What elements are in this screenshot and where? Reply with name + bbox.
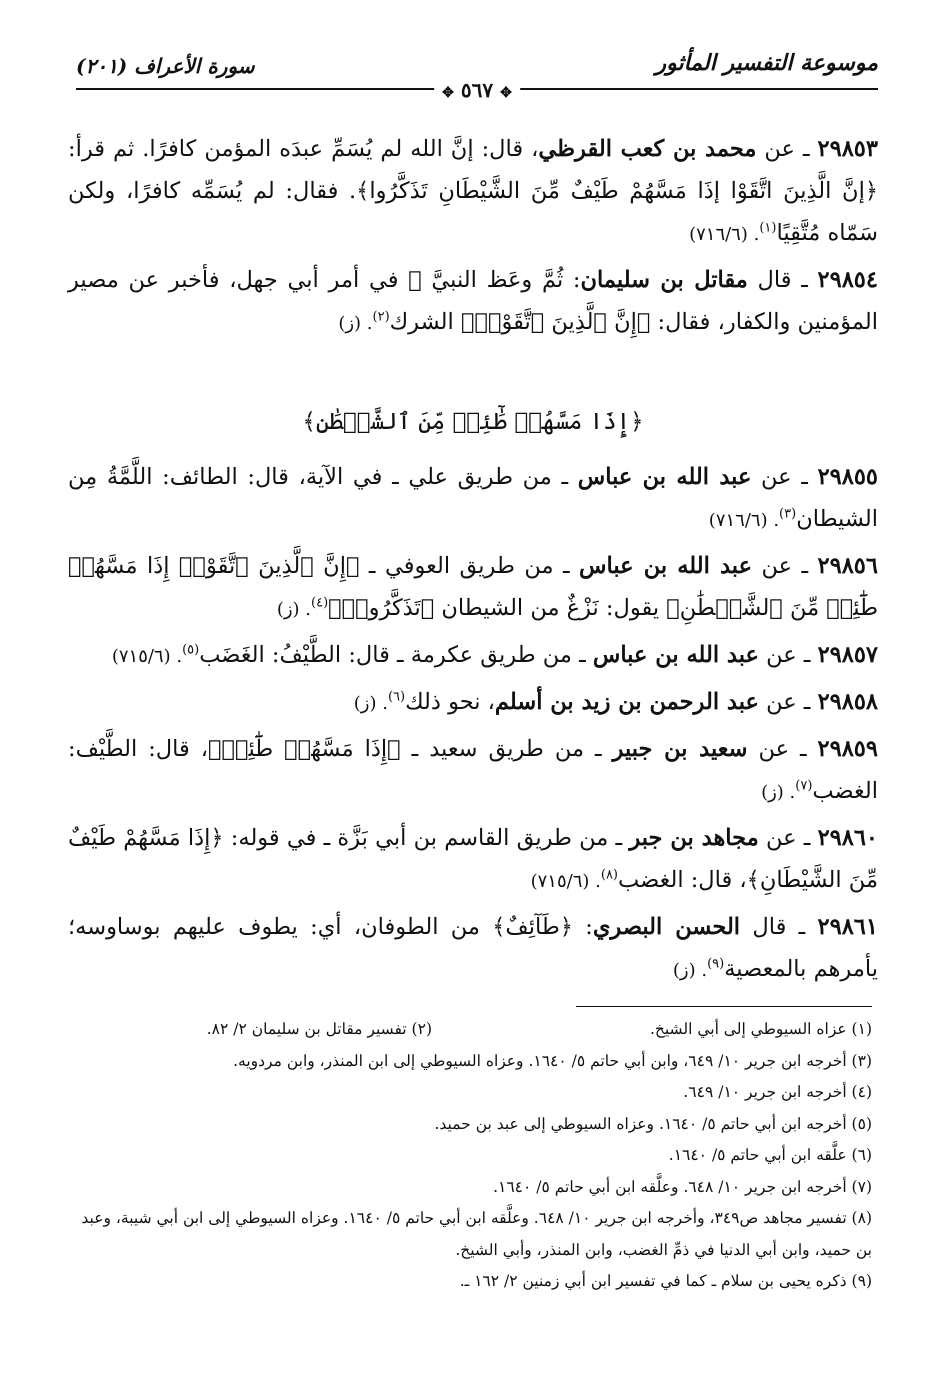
narration-entry (68, 259, 878, 345)
entry-number: ٢٩٨٥٨ (817, 689, 878, 715)
entry-dash: ـ (796, 689, 818, 715)
volume-ref: . (ز) (353, 693, 388, 714)
footnote-marker: (١) (759, 220, 777, 236)
entry-text: : ثُمَّ وعَظ النبيَّ ﷺ في أمر أبي جهل، فأخبر عن مصير المؤمنين والكفار، فقال: (68, 267, 878, 335)
footnote-marker: (٧) (795, 778, 813, 794)
volume-ref: . (٧١٥/٦) (111, 646, 183, 667)
quran-quote: ﴿إِنَّ ٱلَّذِينَ ٱتَّقَوْا۟ إِذَا مَسَّهُمۡ طَٰٓئِفٞ مِّنَ ٱلشَّيۡطَٰنِ﴾ (68, 553, 878, 621)
entry-text: ، نحو ذلك (405, 689, 495, 715)
entry-pre: عن (758, 825, 797, 851)
book-title: موسوعة التفسير المأثور (655, 50, 878, 76)
narration-entry (68, 634, 878, 678)
entry-pre: عن (747, 736, 789, 762)
page-number: ٥٦٧ (460, 78, 494, 102)
entry-number: ٢٩٨٥٧ (817, 642, 878, 668)
entry-dash: ـ (789, 736, 818, 762)
running-header (76, 50, 878, 104)
entry-pre: عن (751, 464, 792, 490)
entry-number: ٢٩٨٦٠ (817, 825, 878, 851)
volume-ref: . (ز) (338, 313, 373, 334)
footnote: (٧) أخرجه ابن جرير ١٠/ ٦٤٨. وعلَّقه ابن أبي حاتم ٥/ ١٦٤٠. (493, 1177, 872, 1196)
entry-text: من الطوفان، أي: يطوف عليهم بوساوسه؛ يأمرهم بالمعصية (68, 914, 878, 982)
entry-number: ٢٩٨٥٩ (817, 736, 878, 762)
entry-dash: ـ (794, 136, 818, 162)
volume-ref: . (ز) (276, 599, 312, 620)
narration-entry (68, 456, 878, 542)
footnote: (١) عزاه السيوطي إلى أبي الشيخ. (649, 1020, 872, 1038)
narration-entry (68, 681, 878, 725)
entry-text: ـ من طريق القاسم بن أبي بَزَّة ـ في قوله: (223, 825, 630, 851)
main-text (68, 128, 878, 995)
entry-dash: ـ (786, 914, 818, 940)
volume-ref: . (٧١٦/٦) (689, 224, 760, 245)
narrator-name: عبد الرحمن بن زيد بن أسلم (494, 689, 759, 715)
entry-dash: ـ (791, 464, 818, 490)
narrator-name: عبد الله بن عباس (577, 464, 752, 490)
narration-entry (68, 817, 878, 903)
footnote: (٤) أخرجه ابن جرير ١٠/ ٦٤٩. (683, 1083, 872, 1101)
narrator-name: مقاتل بن سليمان (580, 267, 748, 293)
volume-ref: . (٧١٦/٦) (708, 510, 780, 531)
footnote-row (72, 1014, 872, 1046)
surah-label: سورة الأعراف (٢٠١) (76, 54, 255, 78)
quran-quote: ﴿طَآئِفٌ﴾ (492, 914, 573, 940)
quran-quote: ﴿إنَّ الَّذِينَ اتَّقَوْا إذَا مَسَّهُمْ طَيْفٌ مِّنَ الشَّيْطَانِ تَذَكَّرُوا﴾ (356, 178, 879, 204)
entry-number: ٢٩٨٥٣ (817, 136, 878, 162)
entry-number: ٢٩٨٥٤ (817, 267, 878, 293)
quran-quote: ﴿إِنَّ ٱلَّذِينَ ٱتَّقَوْا۟﴾ (460, 309, 651, 335)
entry-text: ـ من طريق العوفي ـ (359, 553, 580, 579)
volume-ref: . (٧١٥/٦) (530, 871, 601, 892)
narration-entry (68, 906, 878, 992)
entry-pre: قال (747, 267, 792, 293)
entry-number: ٢٩٨٥٦ (817, 553, 878, 579)
footnote: (٦) علَّقه ابن أبي حاتم ٥/ ١٦٤٠. (668, 1146, 872, 1164)
narration-entry (68, 545, 878, 631)
entry-pre: عن (756, 136, 795, 162)
entry-text: ، قال: إنَّ الله لم يُسَمِّ عبدَه المؤمن كافرًا. ثم قرأ: (68, 136, 539, 162)
entry-text: ـ من طريق سعيد ـ (400, 736, 613, 762)
section-heading: ﴿إِذَا مَسَّهُمۡ طَٰٓئِفٞ مِّنَ ٱلشَّيۡطَٰنِ﴾ (302, 409, 644, 435)
narration-entry (68, 128, 878, 256)
narrator-name: سعيد بن جبير (612, 736, 748, 762)
entry-dash: ـ (796, 642, 818, 668)
narrator-name: الحسن البصري (592, 914, 741, 940)
narration-entry (68, 728, 878, 814)
footnote-marker: (٦) (387, 689, 406, 705)
entry-text: ـ من طريق عكرمة ـ قال: الطَّيْفُ: الغَضَب (199, 642, 593, 668)
ornament-icon: ✥ (500, 85, 512, 101)
entry-text: . فقال: لم يُسَمِّه كافرًا، ولكن سَمّاه مُتَّقِيًا (68, 178, 878, 246)
footnote: (٣) أخرجه ابن جرير ١٠/ ٦٤٩، وابن أبي حاتم ٥/ ١٦٤٠. وعزاه السيوطي إلى ابن المنذر، وابن مردويه. (233, 1051, 872, 1070)
entry-pre: قال (740, 914, 787, 940)
quran-quote: ﴿إِذَا مَسَّهُمْ طَيْفٌ مِّنَ الشَّيْطَانِ﴾ (68, 825, 878, 893)
entry-text: يقول: نَزْغٌ من الشيطان ﴿تَذَكَّرُوا۟﴾ (328, 595, 667, 621)
entry-pre: عن (758, 689, 797, 715)
entry-number: ٢٩٨٥٥ (817, 464, 878, 490)
entry-text: الشرك (389, 309, 461, 335)
page-number-block (434, 78, 520, 102)
footnote-marker: (٢) (372, 309, 390, 325)
narrator-name: مجاهد بن جبر (629, 825, 759, 851)
footnote: (٢) تفسير مقاتل بن سليمان ٢/ ٨٢. (206, 1020, 432, 1038)
narrator-name: محمد بن كعب القرظي (538, 136, 757, 162)
entry-pre: عن (758, 642, 797, 668)
narrator-name: عبد الله بن عباس (592, 642, 759, 668)
footnote: (٩) ذكره يحيى بن سلام ـ كما في تفسير ابن أبي زمنين ٢/ ١٦٢ ـ. (459, 1272, 872, 1290)
ornament-icon: ✥ (442, 85, 454, 101)
footnote: (٨) تفسير مجاهد ص٣٤٩، وأخرجه ابن جرير ١٠/ ٦٤٨. وعلَّقه ابن أبي حاتم ٥/ ١٦٤٠. وعزاه السيوطي إلى ابن أبي شيبة، وعبد بن حميد، وابن أبي الدنيا في ذمِّ الغضب، وابن المنذر، وأبي الشيخ. (81, 1209, 872, 1259)
narrator-name: عبد الله بن عباس (579, 553, 753, 579)
footnote-marker: (٥) (182, 642, 200, 658)
entry-pre: عن (752, 553, 793, 579)
entry-dash: ـ (792, 553, 818, 579)
footnotes (72, 1014, 872, 1298)
footnote-rule (576, 1006, 872, 1007)
footnote-marker: (٨) (600, 867, 618, 883)
volume-ref: . (ز) (672, 960, 708, 981)
footnote-marker: (٩) (707, 956, 725, 972)
quran-quote: ﴿إِذَا مَسَّهُمۡ طَٰٓئِفٞ﴾ (207, 736, 401, 762)
entry-text: ، قال: الغضب (618, 867, 747, 893)
entry-text: ، قال: الطَّيْف: الغضب (68, 736, 878, 804)
entry-number: ٢٩٨٦١ (817, 914, 878, 940)
entry-dash: ـ (791, 267, 818, 293)
footnote-marker: (٤) (311, 595, 329, 611)
footnote-marker: (٣) (779, 506, 797, 522)
entry-text: ـ من طريق علي ـ في الآية، قال: الطائف: اللَّمَّةُ مِن الشيطان (68, 464, 878, 532)
volume-ref: . (ز) (761, 782, 796, 803)
entry-dash: ـ (796, 825, 818, 851)
entry-text: : (572, 914, 593, 940)
footnote: (٥) أخرجه ابن أبي حاتم ٥/ ١٦٤٠. وعزاه السيوطي إلى عبد بن حميد. (434, 1114, 872, 1133)
